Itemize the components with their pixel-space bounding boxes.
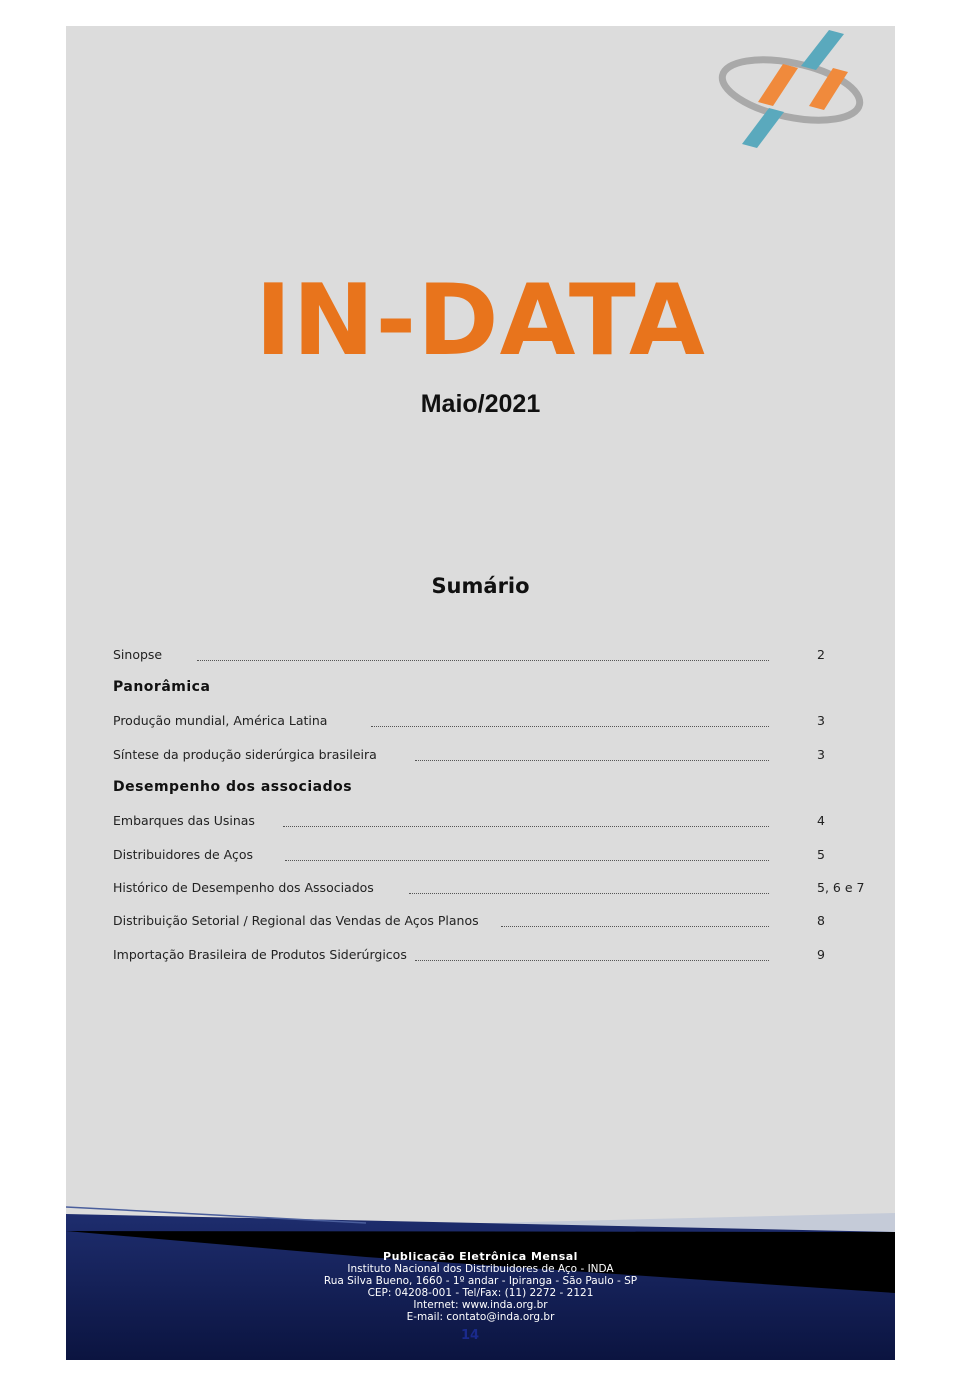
toc-item-page: 9 xyxy=(817,947,825,962)
toc-item-page: 4 xyxy=(817,813,825,828)
toc-item-distribuicao-setorial[interactable] xyxy=(113,913,873,933)
toc-leader xyxy=(371,726,769,727)
inda-logo-icon xyxy=(716,28,866,148)
toc-heading: Sumário xyxy=(431,574,530,598)
toc-item-page: 2 xyxy=(817,647,825,662)
toc-section-panoramica: Panorâmica xyxy=(113,679,211,695)
footer-email[interactable]: E-mail: contato@inda.org.br xyxy=(406,1311,555,1323)
toc-item-embarques[interactable] xyxy=(113,813,873,833)
toc-item-producao-mundial[interactable] xyxy=(113,713,873,733)
toc-item-importacao[interactable] xyxy=(113,947,873,967)
footer-website[interactable]: Internet: www.inda.org.br xyxy=(413,1299,548,1311)
toc-leader xyxy=(409,893,769,894)
footer-phone: CEP: 04208-001 - Tel/Fax: (11) 2272 - 2121 xyxy=(367,1287,594,1299)
toc-leader xyxy=(415,760,769,761)
toc-section-desempenho: Desempenho dos associados xyxy=(113,779,353,795)
toc-item-page: 8 xyxy=(817,913,825,928)
toc-item-label: Distribuição Setorial / Regional das Vendas de Aços Planos xyxy=(113,913,479,928)
footer-address: Rua Silva Bueno, 1660 - 1º andar - Ipiranga - São Paulo - SP xyxy=(323,1275,638,1287)
toc-item-distribuidores[interactable] xyxy=(113,847,873,867)
toc-item-label: Importação Brasileira de Produtos Siderúrgicos xyxy=(113,947,407,962)
toc-item-page: 3 xyxy=(817,713,825,728)
logo-shape xyxy=(801,30,844,70)
toc-leader xyxy=(197,660,769,661)
document-subtitle: Maio/2021 xyxy=(420,390,541,418)
toc-item-label: Histórico de Desempenho dos Associados xyxy=(113,880,374,895)
document-title: IN-DATA xyxy=(255,264,706,378)
footer-publication: Publicação Eletrônica Mensal xyxy=(383,1250,578,1263)
footer-institute: Instituto Nacional dos Distribuidores de Aço - INDA xyxy=(347,1263,614,1275)
toc-item-page: 5 xyxy=(817,847,825,862)
toc-leader xyxy=(285,860,769,861)
toc-leader xyxy=(501,926,769,927)
document-page xyxy=(66,26,895,1360)
toc-item-label: Síntese da produção siderúrgica brasileira xyxy=(113,747,377,762)
toc-leader xyxy=(415,960,769,961)
footer-info xyxy=(66,1251,895,1323)
toc-item-page: 3 xyxy=(817,747,825,762)
toc-item-label: Produção mundial, América Latina xyxy=(113,713,328,728)
toc-item-label: Embarques das Usinas xyxy=(113,813,255,828)
toc-leader xyxy=(283,826,769,827)
toc-item-sintese-producao[interactable] xyxy=(113,747,873,767)
toc-item-label: Sinopse xyxy=(113,647,163,662)
toc-item-label: Distribuidores de Aços xyxy=(113,847,254,862)
toc-item-page: 5, 6 e 7 xyxy=(817,880,865,895)
page-number: 14 xyxy=(460,1328,480,1343)
toc-item-historico[interactable] xyxy=(113,880,873,900)
toc-item-sinopse[interactable] xyxy=(113,647,873,667)
